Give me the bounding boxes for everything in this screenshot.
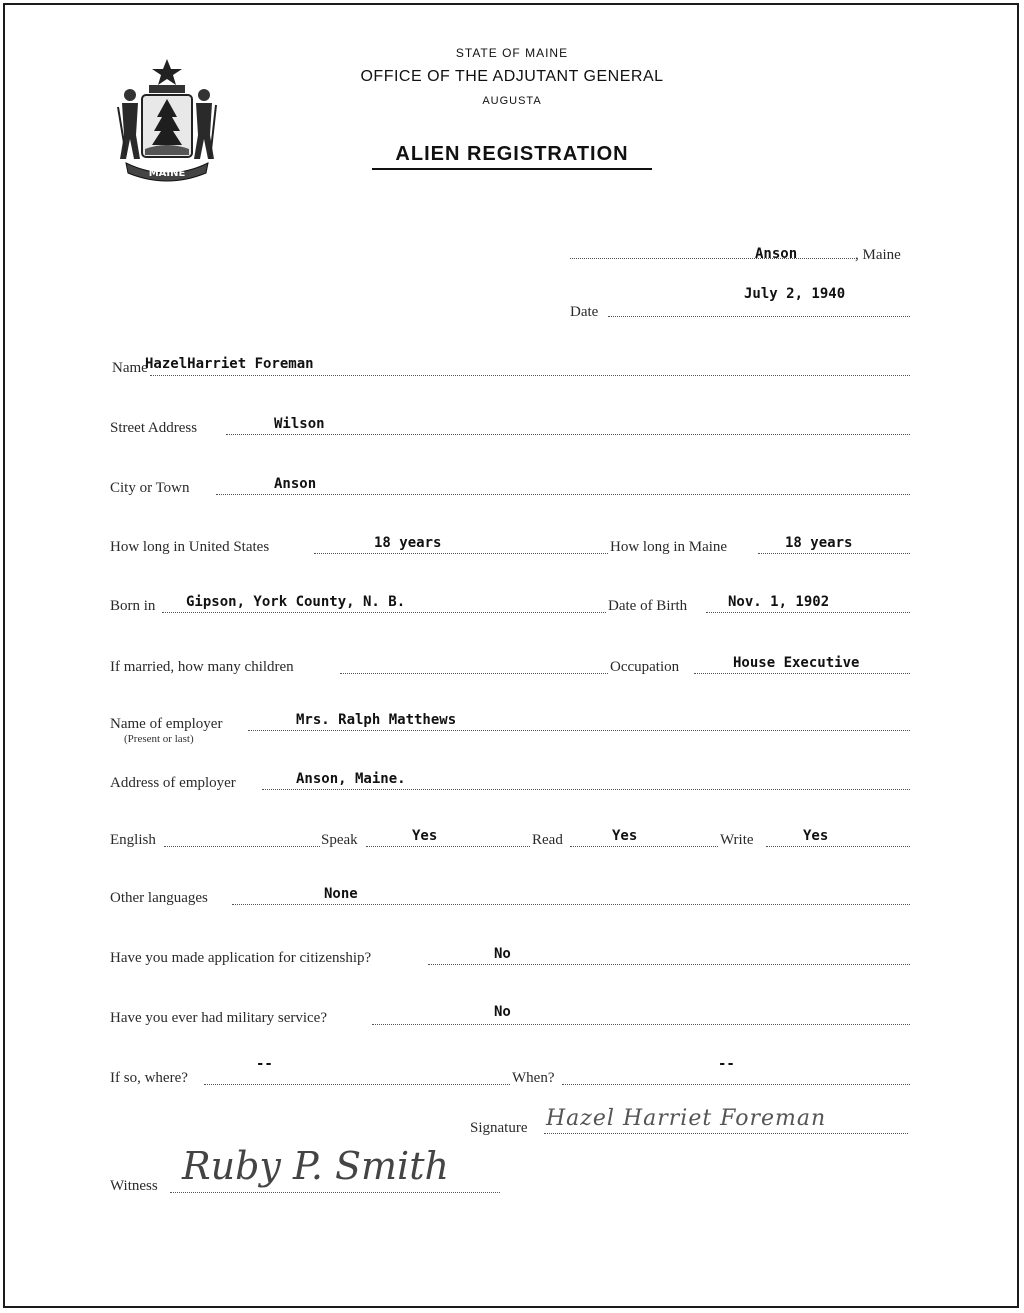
title-underline (372, 168, 652, 170)
seal-text: MAINE (148, 168, 186, 179)
citizenship-value: No (494, 946, 511, 962)
other-languages-label: Other languages (110, 890, 208, 906)
us-years-label: How long in United States (110, 539, 270, 555)
form-title: ALIEN REGISTRATION (395, 143, 629, 165)
us-years-line (314, 553, 608, 554)
military-value: No (494, 1004, 511, 1020)
dob-line (706, 612, 910, 613)
state-heading: STATE OF MAINE (455, 46, 569, 60)
street-line (226, 434, 910, 435)
witness-line (170, 1192, 500, 1193)
where-line (204, 1084, 510, 1085)
city-heading: AUGUSTA (482, 95, 542, 107)
children-line (340, 673, 608, 674)
place-value: Anson (755, 246, 798, 262)
military-line (372, 1024, 910, 1025)
dob-label: Date of Birth (608, 598, 688, 614)
read-line (570, 846, 718, 847)
read-value: Yes (612, 828, 638, 844)
city-value: Anson (274, 476, 317, 492)
employer-line (248, 730, 910, 731)
name-label: Name (112, 360, 148, 376)
city-label: City or Town (110, 480, 190, 496)
born-label: Born in (110, 598, 156, 614)
employer-sublabel: (Present or last) (124, 733, 194, 745)
write-line (766, 846, 910, 847)
office-heading: OFFICE OF THE ADJUTANT GENERAL (360, 68, 664, 85)
dob-value: Nov. 1, 1902 (728, 594, 830, 610)
english-line (164, 846, 320, 847)
military-label: Have you ever had military service? (110, 1010, 327, 1026)
employer-label: Name of employer (110, 716, 223, 732)
name-line (150, 375, 910, 376)
where-label: If so, where? (110, 1070, 188, 1086)
maine-seal-icon (112, 55, 222, 185)
when-value: -- (718, 1056, 735, 1072)
other-languages-line (232, 904, 910, 905)
when-line (562, 1084, 910, 1085)
place-suffix: , Maine (855, 247, 901, 263)
employer-address-label: Address of employer (110, 775, 236, 791)
born-line (162, 612, 606, 613)
date-line (608, 316, 910, 317)
signature-label: Signature (470, 1120, 528, 1136)
born-value: Gipson, York County, N. B. (186, 594, 406, 610)
signature-line (544, 1133, 908, 1134)
witness-label: Witness (110, 1178, 158, 1194)
witness-handwriting: Ruby P. Smith (182, 1144, 449, 1188)
citizenship-label: Have you made application for citizenship? (110, 950, 372, 966)
speak-label: Speak (321, 832, 358, 848)
date-value: July 2, 1940 (744, 286, 846, 302)
employer-address-line (262, 789, 910, 790)
citizenship-line (428, 964, 910, 965)
place-line (570, 258, 855, 259)
children-label: If married, how many children (110, 659, 294, 675)
employer-address-value: Anson, Maine. (296, 771, 406, 787)
employer-value: Mrs. Ralph Matthews (296, 712, 457, 728)
date-label: Date (570, 304, 599, 320)
us-years-value: 18 years (374, 535, 442, 551)
other-languages-value: None (324, 886, 358, 902)
maine-years-label: How long in Maine (610, 539, 728, 555)
english-label: English (110, 832, 156, 848)
name-value: HazelHarriet Foreman (145, 356, 314, 372)
street-value: Wilson (274, 416, 325, 432)
city-line (216, 494, 910, 495)
write-value: Yes (803, 828, 829, 844)
street-label: Street Address (110, 420, 198, 436)
speak-line (366, 846, 530, 847)
write-label: Write (720, 832, 754, 848)
page-border (3, 3, 1019, 1308)
speak-value: Yes (412, 828, 438, 844)
signature-handwriting: Hazel Harriet Foreman (546, 1106, 827, 1131)
read-label: Read (532, 832, 563, 848)
occupation-line (694, 673, 910, 674)
where-value: -- (256, 1056, 273, 1072)
maine-years-line (758, 553, 910, 554)
occupation-value: House Executive (733, 655, 860, 671)
occupation-label: Occupation (610, 659, 680, 675)
maine-years-value: 18 years (785, 535, 853, 551)
when-label: When? (512, 1070, 555, 1086)
